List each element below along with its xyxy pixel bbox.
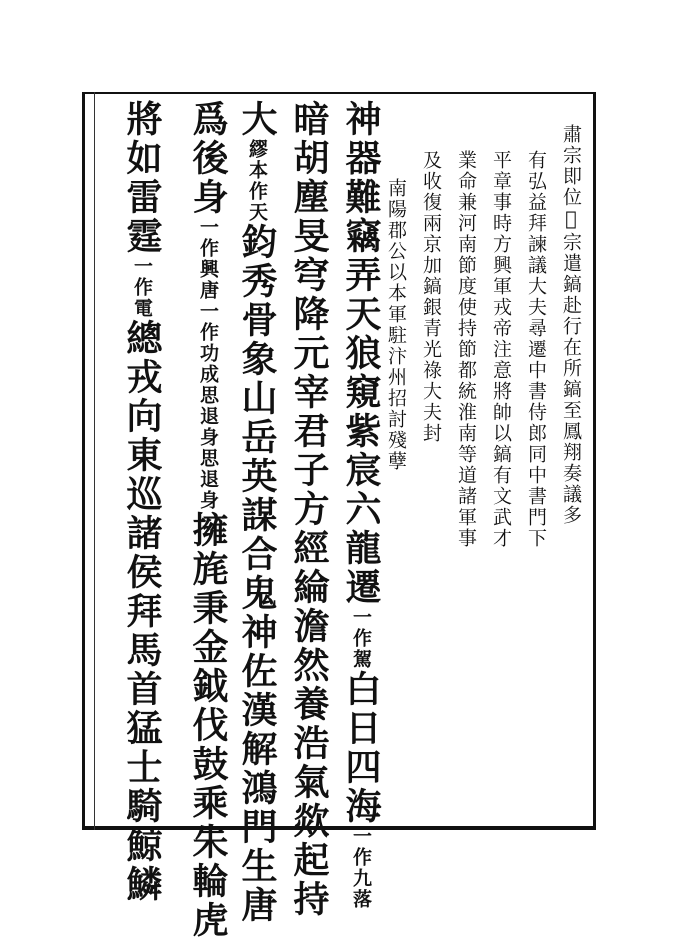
commentary-column-5: 及收復兩京加鎬銀青光祿大夫封 xyxy=(420,150,442,444)
poem-column-4 xyxy=(172,100,229,940)
commentary-column-6: 南陽郡公以本軍駐汴州招討殘孽 xyxy=(385,178,407,472)
poem-text: 大 xyxy=(236,100,278,139)
frame-left-rule xyxy=(82,92,85,830)
frame-top-rule xyxy=(82,92,595,94)
poem-column-3 xyxy=(233,100,278,925)
variant-note: 一作九落 xyxy=(350,826,372,910)
poem-text: 擁旄秉金鉞伐鼓乘朱輪虎 xyxy=(187,511,229,940)
poem-text: 鈞秀骨象山岳英謀合鬼神佐漢解鴻門生唐 xyxy=(236,223,278,925)
poem-text: 爲後身 xyxy=(187,100,229,217)
commentary-column-4: 業命兼河南節度使持節都統淮南等道諸軍事 xyxy=(455,150,477,549)
poem-text: 白日四海 xyxy=(340,670,382,826)
poem-text: 將如雷霆 xyxy=(121,100,163,256)
variant-note: 繆本作天 xyxy=(246,139,268,223)
frame-inner-rule xyxy=(94,92,95,830)
poem-text: 神器難竊弄天狼窺紫宸六龍遷 xyxy=(340,100,382,607)
poem-text: 總戎向東巡諸侯拜馬首猛士騎鯨鱗 xyxy=(121,319,163,904)
commentary-column-2: 有弘益拜諫議大夫尋遷中書侍郎同中書門下 xyxy=(525,150,547,549)
poem-text: 暗胡塵旻穹降元宰君子方經綸澹然養浩氣欻起持 xyxy=(288,100,330,919)
poem-column-1 xyxy=(337,100,382,910)
commentary-column-1: 肅宗即位𫝀宗遣鎬赴行在所鎬至鳳翔奏議多 xyxy=(560,124,582,526)
commentary-column-3: 平章事時方興軍戎帝注意將帥以鎬有文武才 xyxy=(490,150,512,549)
variant-note: 一作駕 xyxy=(350,607,372,670)
poem-column-2 xyxy=(285,100,330,919)
variant-note: 一作興唐一作功成思退身思退身 xyxy=(197,217,219,511)
poem-column-5 xyxy=(112,100,163,904)
variant-note: 一作電 xyxy=(131,256,153,319)
frame-right-rule xyxy=(593,92,596,830)
